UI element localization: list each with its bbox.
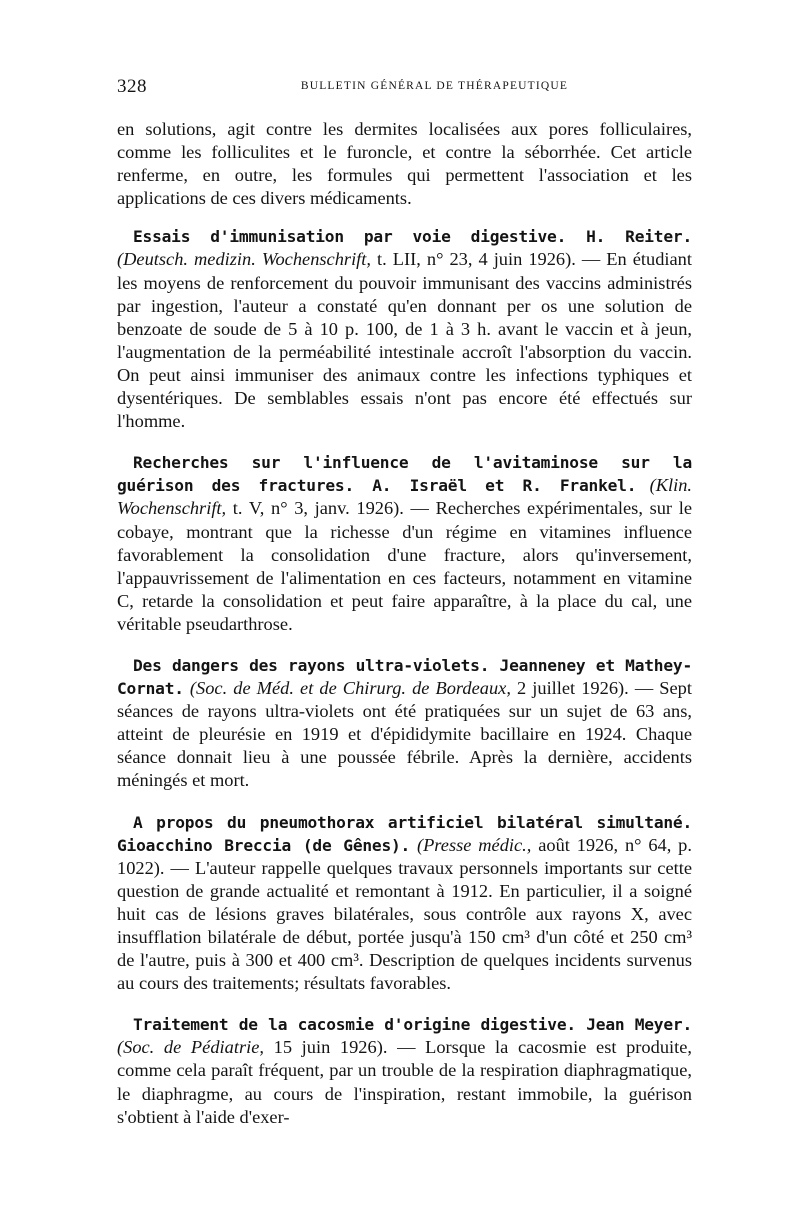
entry-title: A propos du pneumothorax artificiel bilatéral simultané. Gioacchino Breccia (de Gênes). [117,812,692,855]
entry-title: Recherches sur l'influence de l'avitaminose sur la guérison des fractures. A. Israël et R. Frankel. [117,453,692,496]
abstract-entry-cacosmie [117,1013,692,1128]
intro-paragraph: en solutions, agit contre les dermites localisées aux pores folliculaires, comme les folliculites et le furoncle, et contre la séborrhée. Cet article renferme, en outre, les formules qui permettent l'association et les applications de ces divers médicaments. [117,119,692,209]
page-body [117,118,692,1129]
entry-body: — L'auteur rappelle quelques travaux personnels importants sur cette question de grande actualité et remontant à 1912. En particulier, il a soigné huit cas de lésions graves bilatérales, sous contrôle aux rayons X, avec insufflation bilatérale de début, portée jusqu'à 150 cm³ d'un côté et 250 cm³ de l'autre, puis à 300 et 400 cm³. Description de quelques incidents survenus au cours des traitements; résultats favorables. [117,857,692,994]
page-number: 328 [117,76,147,97]
entry-source: (Klin. Wochenschrift, [117,475,692,519]
entry-reference: août 1926, n° 64, p. 1022). [117,834,692,878]
page-header [117,76,692,100]
entry-reference: 15 juin 1926). [263,1037,388,1058]
abstract-entry-immunisation [117,225,692,433]
entry-body: — Sept séances de rayons ultra-violets ont été pratiquées sur un sujet de 63 ans, atteint de pleurésie en 1919 et d'épididymite bacillaire en 1924. Chaque séance donnait lieu à une poussée fébrile. Après la dernière, accidents méningés et mort. [117,678,692,791]
entry-reference: 2 juillet 1926). [510,678,629,699]
entry-source: (Soc. de Pédiatrie, [117,1037,264,1058]
entry-title: Des dangers des rayons ultra-violets. Jeanneney et Mathey-Cornat. [117,655,692,699]
entry-title: Traitement de la cacosmie d'origine digestive. Jean Meyer. [133,1015,692,1035]
entry-title: Essais d'immunisation par voie digestive. H. Reiter. [133,227,692,247]
entry-source: (Presse médic., [416,834,532,855]
entry-reference: t. LII, n° 23, 4 juin 1926). [371,249,576,270]
entry-body: — Lorsque la cacosmie est produite, comme cela paraît fréquent, par un trouble de la respiration diaphragmatique, le diaphragme, au cours de l'inspiration, restant immobile, la guérison s'obtient à l'aide d'exer- [117,1037,692,1127]
entry-source: (Soc. de Méd. et de Chirurg. de Bordeaux, [189,678,511,699]
entry-body: — En étudiant les moyens de renforcement du pouvoir immunisant des vaccins administrés par ingestion, l'auteur a constaté qu'en donnant per os une solution de benzoate de soude de 5 à 10 p. 100, de 1 à 3 h. avant le vaccin et à jeun, l'augmentation de la perméabilité intestinale accroît l'absorption du vaccin. On peut ainsi immuniser des animaux contre les infections typhiques et dysentériques. De semblables essais n'ont pas encore été effectués sur l'homme. [117,249,692,432]
abstract-entry-ultra-violets [117,654,692,793]
entry-reference: t. V, n° 3, janv. 1926). [226,498,404,519]
running-title: BULLETIN GÉNÉRAL DE THÉRAPEUTIQUE [300,80,569,92]
abstract-entry-pneumothorax [117,811,692,996]
entry-body: — Recherches expérimentales, sur le cobaye, montrant que la richesse d'un régime en vitamines influence favorablement la consolidation d'une fracture, alors qu'inversement, l'appauvrissement de l'alimentation en ces facteurs, notamment en vitamine C, retarde la consolidation et peut faire apparaître, à la place du cal, une véritable pseudarthrose. [117,498,692,634]
entry-source: (Deutsch. medizin. Wochenschrift, [117,249,371,270]
abstract-entry-avitaminose [117,451,692,636]
